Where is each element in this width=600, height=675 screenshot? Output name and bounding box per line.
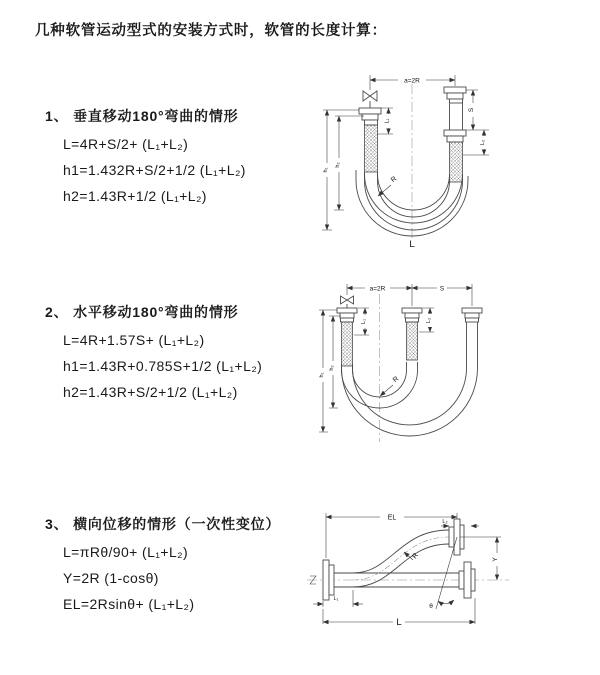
length-label: L	[396, 617, 402, 628]
braided-hose-left	[365, 125, 378, 172]
dim-label-h2: h₂	[329, 365, 335, 371]
dim-label-l1: L₁	[333, 596, 339, 602]
formula-1-L: L=4R+S/2+ (L₁+L₂)	[63, 136, 189, 152]
left-fitting	[337, 308, 357, 366]
dim-label-s: S	[468, 107, 475, 113]
dimension-a-2R	[347, 284, 472, 307]
length-label: L	[409, 239, 415, 250]
dimension-L2	[463, 130, 489, 155]
radius-label: R	[389, 175, 399, 185]
section-vertical-movement	[45, 106, 246, 204]
braided-hose-right	[450, 142, 463, 182]
radius-callout	[378, 176, 398, 196]
valve-icon	[363, 91, 377, 108]
angle-theta-label: θ	[429, 603, 433, 610]
right-fitting-moved-position	[462, 308, 482, 338]
section-1-heading: 1、 垂直移动180°弯曲的情形	[45, 108, 239, 124]
dimension-EL	[326, 512, 457, 559]
dim-label-l2: L₂	[442, 519, 448, 525]
valve-icon	[341, 296, 354, 308]
dim-label-el: EL	[387, 514, 397, 522]
formula-3-Y: Y=2R (1-cosθ)	[63, 570, 159, 586]
section-horizontal-movement	[45, 302, 262, 400]
radius-callout	[380, 376, 400, 396]
dim-label-h2: h₂	[335, 162, 341, 168]
middle-fitting	[402, 308, 422, 360]
dim-label-y: Y	[492, 557, 499, 562]
right-fitting-two-positions	[444, 87, 466, 182]
braided-hose-middle	[407, 322, 418, 360]
dimension-L	[323, 598, 475, 628]
formula-3-L: L=πRθ/90+ (L₁+L₂)	[63, 544, 189, 560]
dim-label-l1: L₁	[361, 319, 367, 324]
diagram-horizontal-180-bend	[312, 280, 502, 448]
section-3-heading: 3、 横向位移的情形（一次性变位）	[45, 516, 281, 532]
section-2-heading: 2、 水平移动180°弯曲的情形	[45, 304, 239, 320]
left-fitting	[359, 108, 381, 172]
radius-label: R	[391, 375, 401, 385]
dim-label-h1: h₁	[323, 167, 329, 173]
dim-label-a2r: a=2R	[404, 77, 420, 85]
formula-2-h1: h1=1.43R+0.785S+1/2 (L₁+L₂)	[63, 358, 263, 374]
dim-label-l2: L₂	[426, 317, 432, 324]
braided-hose-left	[342, 322, 353, 366]
diagram-vertical-180-bend	[315, 70, 495, 250]
dimension-S	[466, 90, 489, 130]
diagram-lateral-displacement	[303, 506, 513, 641]
section-lateral-displacement	[45, 514, 280, 612]
dim-label-h1: h₁	[319, 372, 325, 378]
dimension-h2	[329, 316, 341, 408]
dimension-L1	[313, 590, 363, 607]
page-title: 几种软管运动型式的安装方式时，软管的长度计算：	[35, 23, 387, 39]
dim-label-l1: L₁	[384, 118, 391, 124]
dim-label-l2: L₂	[480, 139, 486, 146]
dim-label-a2r: a=2R	[369, 285, 386, 293]
dimension-S	[412, 284, 472, 293]
angle-construction	[429, 537, 457, 610]
formula-1-h2: h2=1.43R+1/2 (L₁+L₂)	[63, 188, 207, 204]
formula-2-L: L=4R+1.57S+ (L₁+L₂)	[63, 332, 205, 348]
dimension-h2	[334, 116, 364, 210]
formula-3-EL: EL=2Rsinθ+ (L₁+L₂)	[63, 596, 195, 612]
radius-label: R	[411, 552, 421, 561]
radius-callout	[404, 552, 420, 560]
s-curve-hose-displaced	[353, 519, 464, 587]
formula-2-h2: h2=1.43R+S/2+1/2 (L₁+L₂)	[63, 384, 238, 400]
dim-label-s: S	[439, 285, 445, 293]
dimension-a-2R	[370, 75, 455, 90]
formula-1-h1: h1=1.432R+S/2+1/2 (L₁+L₂)	[63, 162, 246, 178]
